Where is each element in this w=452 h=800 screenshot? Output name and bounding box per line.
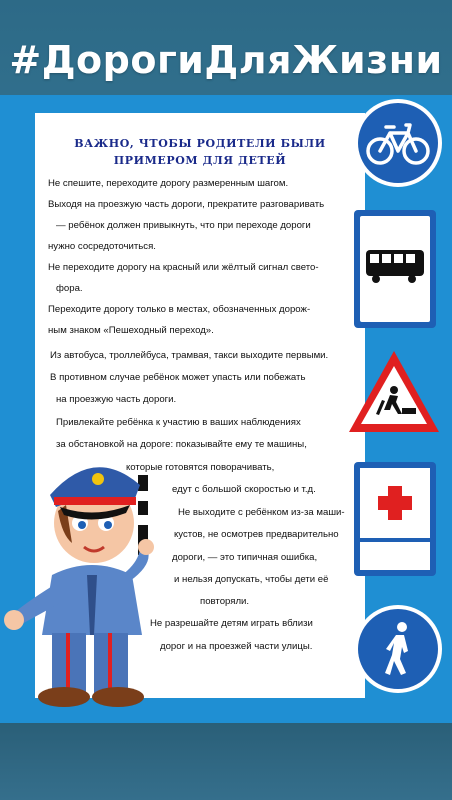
text-line: ным знаком «Пешеходный переход». bbox=[48, 325, 214, 336]
text-line: которые готовятся поворачивать, bbox=[126, 462, 275, 473]
bicycle-sign-icon bbox=[352, 97, 444, 189]
text-line: — ребёнок должен привыкнуть, что при переходе дороги bbox=[56, 220, 311, 231]
first-aid-sign-icon bbox=[354, 462, 436, 576]
heading-line-1: ВАЖНО, ЧТОБЫ РОДИТЕЛИ БЫЛИ bbox=[74, 137, 326, 150]
text-line: дороги, — это типичная ошибка, bbox=[172, 552, 318, 563]
text-line: нужно сосредоточиться. bbox=[48, 241, 156, 252]
text-line: Привлекайте ребёнка к участию в ваших наблюдениях bbox=[56, 417, 301, 428]
poster bbox=[0, 95, 452, 723]
text-line: В противном случае ребёнок может упасть или побежать bbox=[50, 372, 306, 383]
poster-heading bbox=[70, 135, 330, 169]
text-line: Не выходите с ребёнком из-за маши- bbox=[178, 507, 345, 518]
text-line: Не переходите дорогу на красный или жёлтый сигнал свето- bbox=[48, 262, 319, 273]
bottom-bar bbox=[0, 723, 452, 800]
text-line: и нельзя допускать, чтобы дети её bbox=[174, 574, 329, 585]
text-line: Не спешите, переходите дорогу размеренным шагом. bbox=[48, 178, 289, 189]
road-works-sign-icon bbox=[346, 348, 442, 436]
traffic-police-boy-illustration bbox=[2, 435, 182, 715]
text-line: кустов, не осмотрев предварительно bbox=[174, 529, 339, 540]
text-line: едут с большой скоростью и т.д. bbox=[172, 484, 316, 495]
text-line: на проезжую часть дороги. bbox=[56, 394, 177, 405]
heading-line-2: ПРИМЕРОМ ДЛЯ ДЕТЕЙ bbox=[113, 154, 287, 167]
text-line: дорог и на проезжей части улицы. bbox=[160, 641, 313, 652]
text-line: Не разрешайте детям играть вблизи bbox=[150, 618, 313, 629]
hashtag-title: #ДорогиДляЖизни bbox=[9, 38, 443, 82]
pedestrian-path-sign-icon bbox=[352, 603, 444, 695]
text-line: за обстановкой на дороге: показывайте ему те машины, bbox=[56, 439, 307, 450]
text-line: повторяли. bbox=[200, 596, 250, 607]
text-line: Выходя на проезжую часть дороги, прекратите разговаривать bbox=[48, 199, 325, 210]
text-line: фора. bbox=[56, 283, 83, 294]
bus-stop-sign-icon bbox=[354, 210, 436, 328]
text-line: Переходите дорогу только в местах, обозначенных дорож- bbox=[48, 304, 311, 315]
text-line: Из автобуса, троллейбуса, трамвая, такси выходите первыми. bbox=[50, 350, 329, 361]
